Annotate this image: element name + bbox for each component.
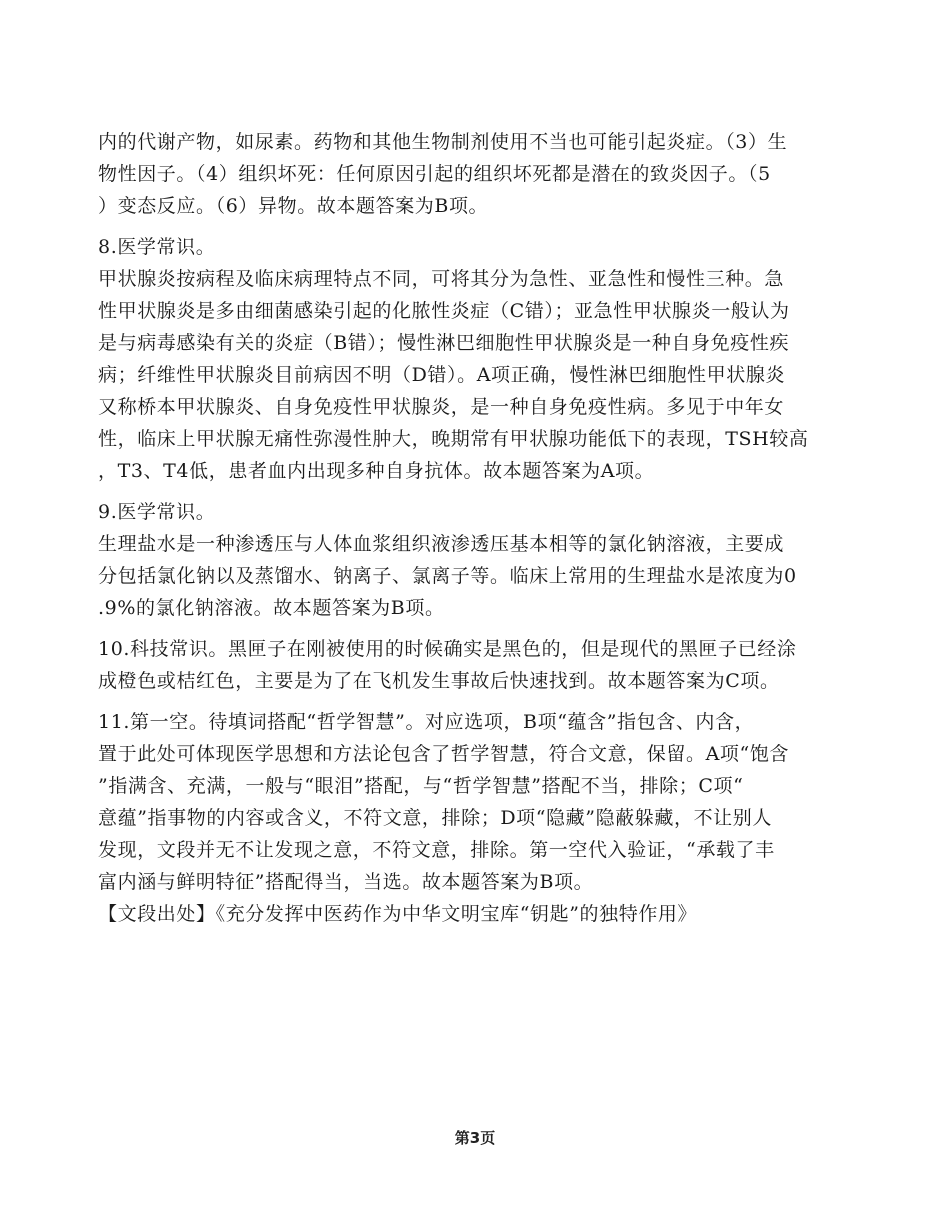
document-body xyxy=(98,126,870,930)
text-line: 是与病毒感染有关的炎症（B错）；慢性淋巴细胞性甲状腺炎是一种自身免疫性疾 xyxy=(98,332,790,354)
question-heading: 9.医学常识。 xyxy=(98,501,216,523)
text-line: ”指满含、充满，一般与“眼泪”搭配，与“哲学智慧”搭配不当，排除；C项“ xyxy=(98,775,744,797)
text-line: 10.科技常识。黑匣子在刚被使用的时候确实是黑色的，但是现代的黑匣子已经涂 xyxy=(98,638,797,660)
text-line: 生理盐水是一种渗透压与人体血浆组织液渗透压基本相等的氯化钠溶液，主要成 xyxy=(98,533,785,555)
paragraph-question-11 xyxy=(98,706,870,930)
text-line: 11.第一空。待填词搭配“哲学智慧”。对应选项，B项“蕴含”指包含、内含， xyxy=(98,711,755,733)
text-line: 甲状腺炎按病程及临床病理特点不同，可将其分为急性、亚急性和慢性三种。急 xyxy=(98,268,785,290)
question-heading: 8.医学常识。 xyxy=(98,236,216,258)
text-line: 置于此处可体现医学思想和方法论包含了哲学智慧，符合文意，保留。A项“饱含 xyxy=(98,743,790,765)
text-line: 病；纤维性甲状腺炎目前病因不明（D错）。A项正确，慢性淋巴细胞性甲状腺炎 xyxy=(98,364,786,386)
text-line: 富内涵与鲜明特征”搭配得当，当选。故本题答案为B项。 xyxy=(98,871,594,893)
text-line: 性，临床上甲状腺无痛性弥漫性肿大，晚期常有甲状腺功能低下的表现，TSH较高 xyxy=(98,428,809,450)
paragraph-question-9 xyxy=(98,496,870,624)
text-line: 又称桥本甲状腺炎、自身免疫性甲状腺炎，是一种自身免疫性病。多见于中年女 xyxy=(98,396,785,418)
text-line: 物性因子。（4）组织坏死：任何原因引起的组织坏死都是潜在的致炎因子。（5 xyxy=(98,163,771,185)
paragraph-question-8 xyxy=(98,231,870,487)
text-line: .9%的氯化钠溶液。故本题答案为B项。 xyxy=(98,597,445,619)
text-line: ）变态反应。（6）异物。故本题答案为B项。 xyxy=(98,195,489,217)
text-line: 分包括氯化钠以及蒸馏水、钠离子、氯离子等。临床上常用的生理盐水是浓度为0 xyxy=(98,565,797,587)
paragraph-continuation xyxy=(98,126,870,222)
paragraph-question-10 xyxy=(98,633,870,697)
text-line: 成橙色或桔红色，主要是为了在飞机发生事故后快速找到。故本题答案为C项。 xyxy=(98,670,780,692)
text-line: 意蕴”指事物的内容或含义，不符文意，排除；D项“隐藏”隐蔽躲藏，不让别人 xyxy=(98,807,772,829)
text-line: 发现，文段并无不让发现之意，不符文意，排除。第一空代入验证，“承载了丰 xyxy=(98,839,775,861)
page-number: 第3页 xyxy=(454,1129,496,1147)
text-line: ，T3、T4低，患者血内出现多种自身抗体。故本题答案为A项。 xyxy=(98,460,655,482)
text-line: 性甲状腺炎是多由细菌感染引起的化脓性炎症（C错）；亚急性甲状腺炎一般认为 xyxy=(98,300,790,322)
text-line: 内的代谢产物，如尿素。药物和其他生物制剂使用不当也可能引起炎症。（3）生 xyxy=(98,131,788,153)
source-citation: 【文段出处】《充分发挥中医药作为中华文明宝库“钥匙”的独特作用》 xyxy=(98,903,698,925)
